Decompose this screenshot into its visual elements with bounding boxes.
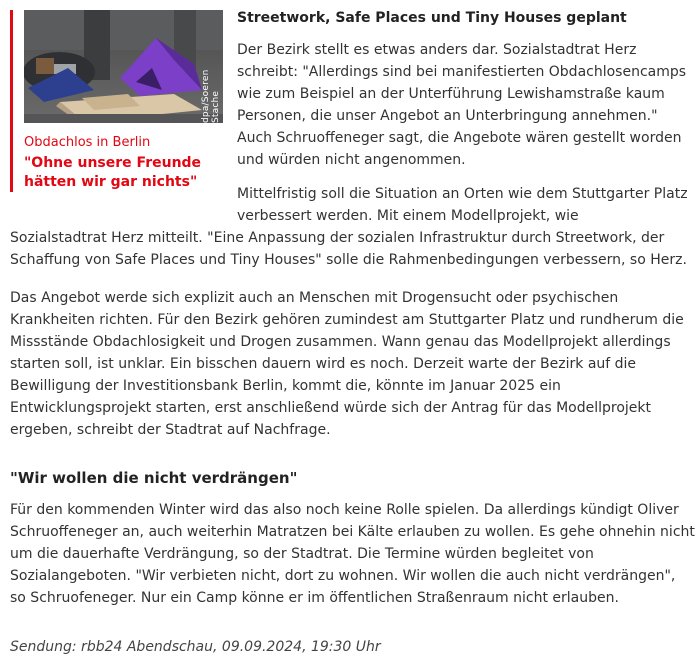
teaser-photo[interactable] [24, 10, 223, 123]
teaser-kicker: Obdachlos in Berlin [24, 135, 151, 150]
paragraph-bezirk: Der Bezirk stellt es etwas anders dar. Sozialstadtrat Herz schreibt: "Allerdings sind bei manifestierten Obdachlosencamps wie zum Beispiel an der Unterführung Lewishamstraße kaum Personen, die unser Angebot an Unterbringung annehmen." Auch Schruoffeneger sagt, die Angebote wären gestellt worden und würden nicht angenommen. [237, 42, 687, 168]
paragraph-winter: Für den kommenden Winter wird das also noch keine Rolle spielen. Da allerdings kündigt Oliver Schruoffeneger an, auch weiterhin Matratzen bei Kälte erlauben zu wollen. Es gehe ohnehin nicht um die dauerhafte Verdrängung, so der Stadtrat. Die Termine würden begleitet von Sozialangeboten. "Wir verbieten nicht, dort zu wohnen. Wir wollen die auch nicht verdrängen", so Schruofeneger. Nur ein Camp könne er im öffentlichen Straßenraum nicht erlauben. [10, 502, 695, 606]
image-credit: dpa/Soeren Stache [201, 69, 221, 123]
homeless-camp-photo [24, 10, 223, 123]
section-heading-streetwork: Streetwork, Safe Places und Tiny Houses geplant [237, 10, 627, 26]
teaser-title-link[interactable]: "Ohne unsere Freunde hätten wir gar nichts" [24, 155, 202, 190]
paragraph-mittelfristig-top: Mittelfristig soll die Situation an Orten wie dem Stuttgarter Platz verbessert werden. Mit einem Modellprojekt, wie [237, 186, 688, 224]
related-article-teaser[interactable] [10, 10, 225, 192]
section-heading-verdraengen: "Wir wollen die nicht verdrängen" [10, 469, 298, 487]
broadcast-info: Sendung: rbb24 Abendschau, 09.09.2024, 19:30 Uhr [10, 639, 381, 655]
paragraph-mittelfristig-bottom: Sozialstadtrat Herz mitteilt. "Eine Anpassung der sozialen Infrastruktur durch Streetwork, der Schaffung von Safe Places und Tiny Houses" solle die Rahmenbedingungen verbessern, so Herz. [10, 230, 687, 268]
paragraph-angebot: Das Angebot werde sich explizit auch an Menschen mit Drogensucht oder psychischen Krankheiten richten. Für den Bezirk gehören zumindest am Stuttgarter Platz und rundherum die Missstände Obdachlosigkeit und Drogen zusammen. Wann genau das Modellprojekt allerdings starten soll, ist unklar. Ein bisschen dauern wird es noch. Derzeit warte der Bezirk auf die Bewilligung der Investitionsbank Berlin, kommt die, könnte im Januar 2025 ein Entwicklungsprojekt starten, erst anschließend würde sich der Antrag für das Modellprojekt ergeben, schreibt der Stadtrat auf Nachfrage. [10, 290, 684, 438]
